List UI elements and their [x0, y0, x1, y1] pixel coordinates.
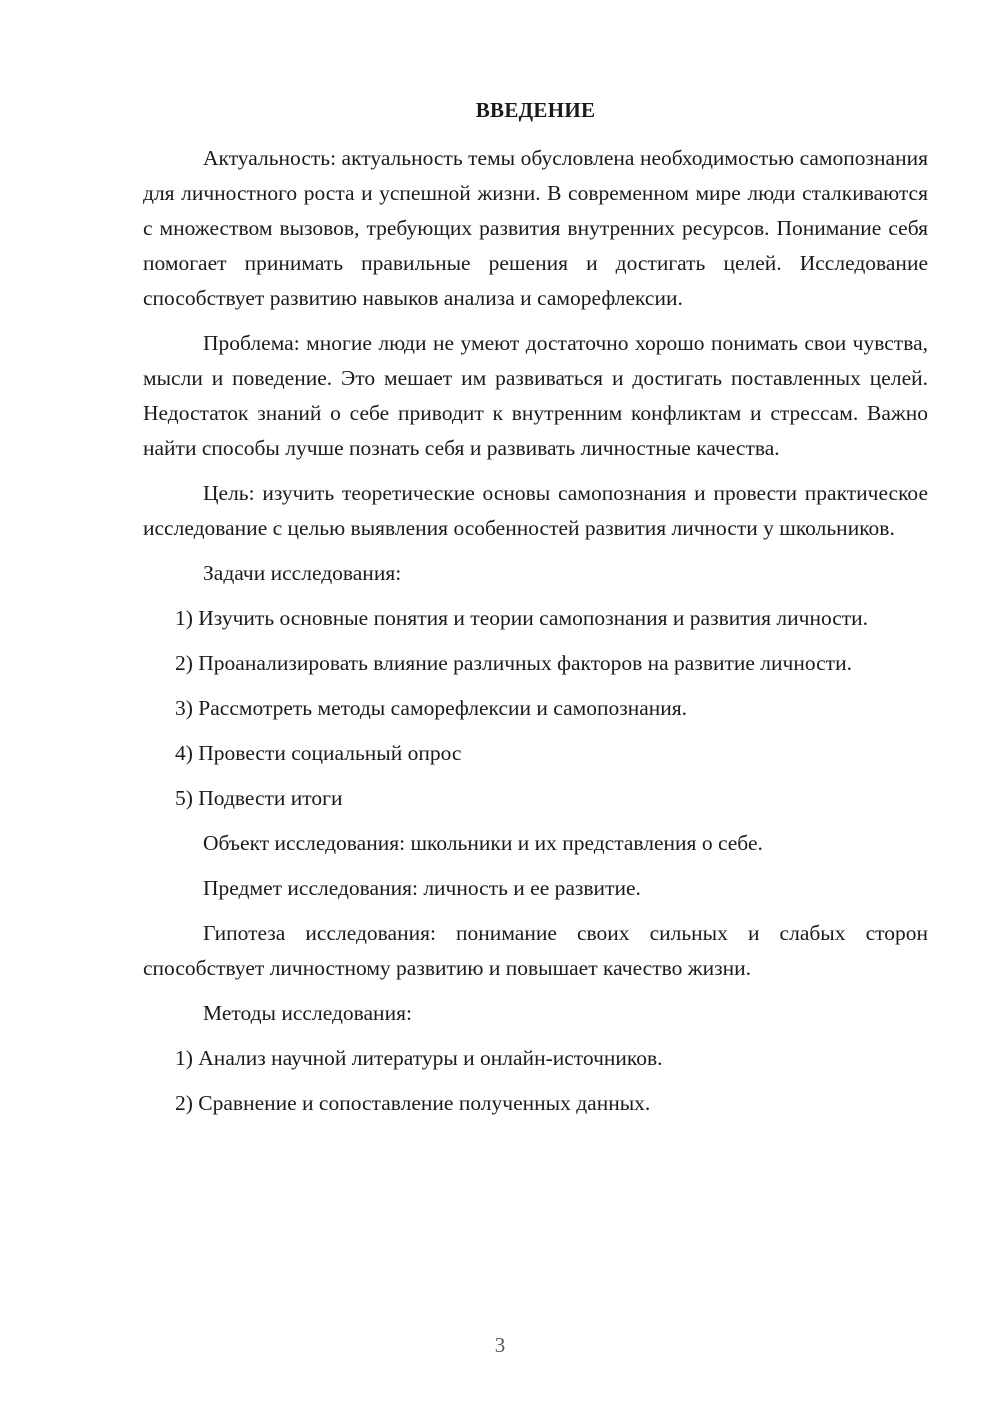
document-page	[143, 96, 928, 1131]
task-item: 3) Рассмотреть методы саморефлексии и самопознания.	[175, 696, 688, 720]
page-title: ВВЕДЕНИЕ	[475, 98, 596, 122]
method-item: 2) Сравнение и сопоставление полученных данных.	[175, 1091, 651, 1115]
tasks-heading: Задачи исследования:	[203, 561, 402, 585]
page-number: 3	[494, 1333, 506, 1357]
relevance-paragraph: Актуальность: актуальность темы обусловлена необходимостью самопознания для личностного роста и успешной жизни. В современном мире люди сталкиваются с множеством вызовов, требующих развития внутренних ресурсов. Понимание себя помогает принимать правильные решения и достигать целей. Исследование способствует развитию навыков анализа и саморефлексии.	[143, 146, 928, 310]
task-item: 5) Подвести итоги	[175, 786, 343, 810]
subject-paragraph: Предмет исследования: личность и ее развитие.	[203, 876, 641, 900]
task-item: 2) Проанализировать влияние различных факторов на развитие личности.	[175, 651, 852, 675]
goal-paragraph: Цель: изучить теоретические основы самопознания и провести практическое исследование с целью выявления особенностей развития личности у школьников.	[143, 481, 928, 540]
methods-heading: Методы исследования:	[203, 1001, 412, 1025]
method-item: 1) Анализ научной литературы и онлайн-источников.	[175, 1046, 663, 1070]
problem-paragraph: Проблема: многие люди не умеют достаточно хорошо понимать свои чувства, мысли и поведение. Это мешает им развиваться и достигать поставленных целей. Недостаток знаний о себе приводит к внутренним конфликтам и стрессам. Важно найти способы лучше познать себя и развивать личностные качества.	[143, 331, 928, 460]
hypothesis-paragraph: Гипотеза исследования: понимание своих сильных и слабых сторон способствует личностному развитию и повышает качество жизни.	[143, 921, 928, 980]
task-item: 4) Провести социальный опрос	[175, 741, 462, 765]
task-item: 1) Изучить основные понятия и теории самопознания и развития личности.	[175, 606, 869, 630]
object-paragraph: Объект исследования: школьники и их представления о себе.	[203, 831, 763, 855]
